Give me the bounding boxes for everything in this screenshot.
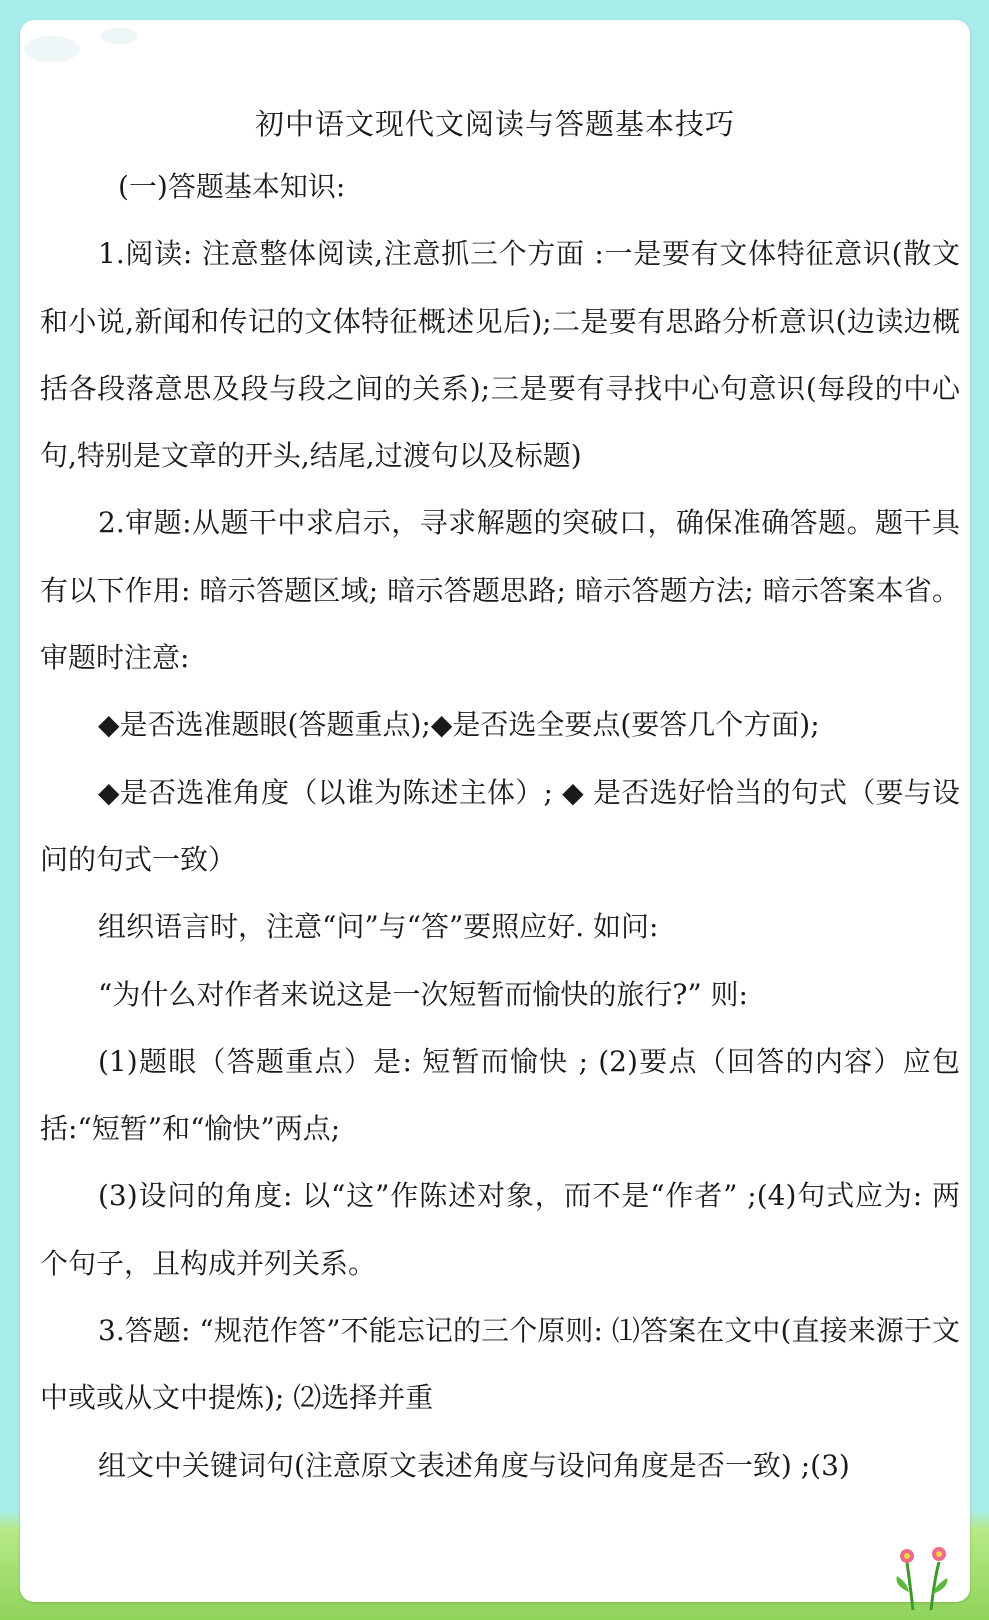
paragraph-example-1: (1)题眼（答题重点）是: 短暂而愉快 ; (2)要点（回答的内容）应包括:“短暂”和“愉快”两点;	[40, 1044, 960, 1146]
paragraph-answering: 3.答题: “规范作答”不能忘记的三个原则: ⑴答案在文中(直接来源于文中或或从文中提炼); ⑵选择并重	[40, 1314, 960, 1415]
paragraph-answering-cont: 组文中关键词句(注意原文表述角度与设问角度是否一致) ;(3)	[98, 1448, 850, 1482]
cloud-decoration	[100, 28, 138, 44]
cloud-decoration	[24, 36, 80, 62]
paragraph-checklist-1: ◆是否选准题眼(答题重点);◆是否选全要点(要答几个方面);	[98, 708, 820, 742]
paragraph-example-2: (3)设问的角度: 以“这”作陈述对象，而不是“作者” ;(4)句式应为: 两个句子，且构成并列关系。	[40, 1179, 960, 1280]
paragraph-reading: 1.阅读: 注意整体阅读,注意抓三个方面 :一是要有文体特征意识(散文和小说,新闻和传记的文体特征概述见后);二是要有思路分析意识(边读边概括各段落意思及段与段之间的关系);三是要有寻找中心句意识(每段的中心句,特别是文章的开头,结尾,过渡句以及标题)	[40, 237, 960, 473]
paragraph-example-question: “为什么对作者来说这是一次短暂而愉快的旅行?” 则:	[98, 977, 748, 1011]
section-heading: (一)答题基本知识:	[118, 170, 346, 203]
flower-icon	[891, 1532, 961, 1612]
document-page	[20, 20, 970, 1602]
paragraph-checklist-2: ◆是否选准角度（以谁为陈述主体）; ◆ 是否选好恰当的句式（要与设问的句式一致）	[40, 775, 960, 876]
paragraph-language: 组织语言时，注意“问”与“答”要照应好. 如问:	[98, 910, 659, 944]
document-body	[40, 153, 960, 1499]
paragraph-question-review: 2.审题:从题干中求启示，寻求解题的突破口，确保准确答题。题干具有以下作用: 暗示答题区域; 暗示答题思路; 暗示答题方法; 暗示答案本省。审题时注意:	[40, 506, 960, 675]
page-title: 初中语文现代文阅读与答题基本技巧	[254, 107, 735, 141]
